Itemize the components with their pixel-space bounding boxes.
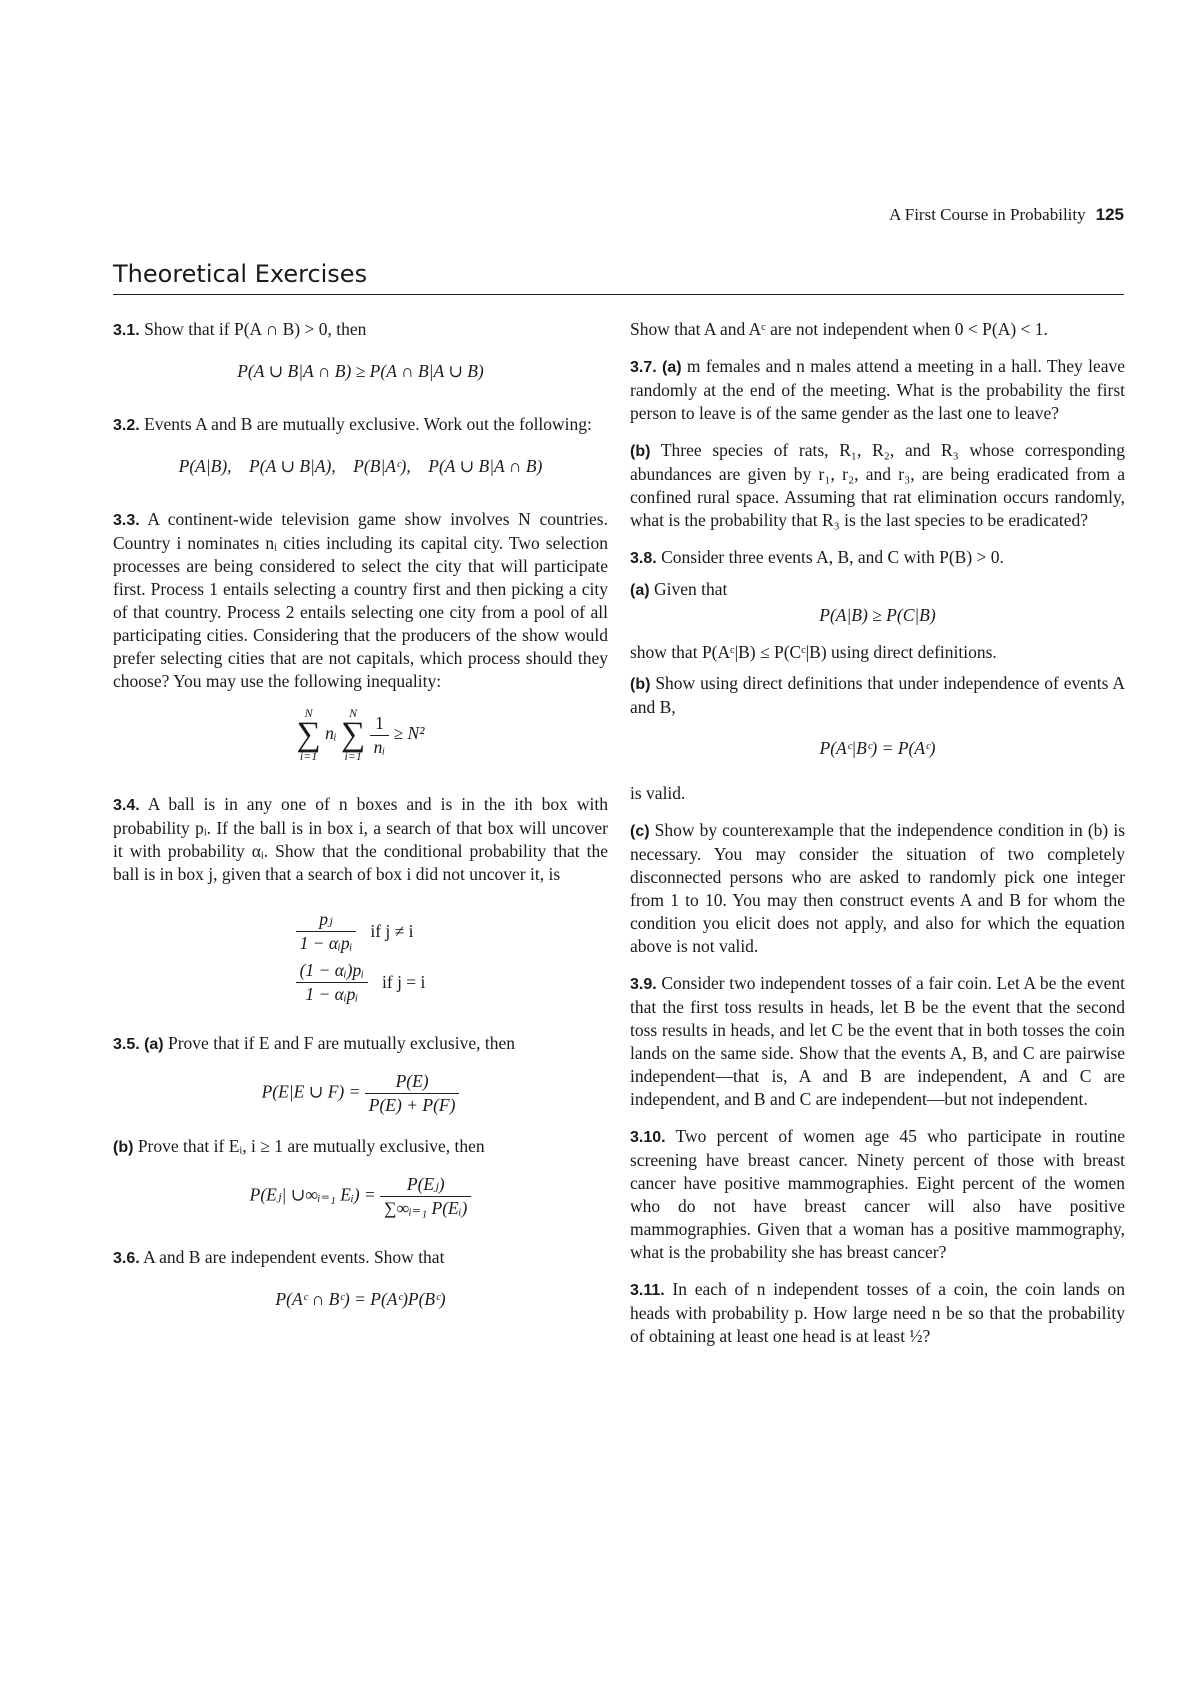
exercise-3-8: 3.8. Consider three events A, B, and C with P(B) > 0. (a) Given that P(A|B) ≥ P(C|B) show that P(Aᶜ|B) ≤ P(Cᶜ|B) using direct definitions. (b) Show using direct definitions that under independence of events A and B, P(Aᶜ|Bᶜ) = P(Aᶜ) is valid. (c) Show by counterexample that the independence condition in (b) is necessary. You may consider the situation of two completely disconnected persons who are asked to randomly pick one integer from 1 to 10. You may then construct events A and B for whom the condition you elicit does not apply, and also for which the equation above is not valid. [630,547,1126,956]
equation-b: P(Aᶜ|Bᶜ) = P(Aᶜ) [819,738,936,758]
equation: P(A ∪ B|A ∩ B) ≥ P(A ∩ B|A ∪ B) [237,361,484,381]
equation-a: P(E|E ∪ F) = $\frac{P(E)}{P(E) + P(F)}$ [113,1070,608,1117]
exercise-3-7: 3.7. (a) m females and n males attend a meeting in a hall. They leave randomly at the end of the meeting. What is the probability the first person to leave is of the same gender as the last one to leave? (b) Three species of rats, R₁, R₂, and R₃ whose corresponding abundances are given by r₁, r₂, and r₃, are being eradicated from a confined rural space. Assuming that rat elimination occurs randomly, what is the probability that R₃ is the last species to be eradicated? [630,356,1126,530]
exercise-3-5: 3.5. (a) Prove that if E and F are mutually exclusive, then P(E|E ∪ F) = $\frac{P(E)}{P(E) + P(F)}$ (b) Prove that if Eᵢ, i ≥ 1 are mutually exclusive, then P(Eⱼ| ∪∞ᵢ₌₁ Eᵢ) = $\frac{\text{P(Eⱼ)}}{\text{∑∞ᵢ₌₁ P(Eᵢ)}}$ [113,1032,608,1220]
exercise-3-1: 3.1. Show that if P(A ∩ B) > 0, then P(A ∪ B|A ∩ B) ≥ P(A ∩ B|A ∪ B) [113,318,608,383]
exercise-3-6-continued: Show that A and Aᶜ are not independent when 0 < P(A) < 1. [630,319,1048,339]
exercise-3-4: 3.4. A ball is in any one of n boxes and is in the ith box with probability pᵢ. If the ball is in box i, a search of that box will uncover it with probability αᵢ. Show that the conditional probability that the ball is in box j, given that a search of box i did not uncover it, is $\frac{\text{pⱼ}}{\text{1 − αᵢpᵢ}}$ if j ≠ i $\frac{\text{(1 − αᵢ)pᵢ}}{\text{1 − αᵢpᵢ}}$ if j = i [113,793,608,1010]
right-column [630,318,1125,1348]
section-title: Theoretical Exercises [113,260,1124,295]
running-header [889,205,1124,225]
equation: P(A|B), P(A ∪ B|A), P(B|Aᶜ), P(A ∪ B|A ∩ B) [178,456,543,476]
exercise-3-9: 3.9. Consider two independent tosses of a fair coin. Let A be the event that the first toss results in heads, let B be the event that the second toss results in heads, and let C be the event that in both tosses the coin lands on the same side. Show that the events A, B, and C are pairwise independent—that is, A and B are independent, A and C are independent, and B and C are independent—but not independent. [630,973,1126,1109]
equation: P(Aᶜ ∩ Bᶜ) = P(Aᶜ)P(Bᶜ) [275,1289,446,1309]
exercise-3-3: 3.3. A continent-wide television game show involves N countries. Country i nominates nᵢ cities including its capital city. Two selection processes are being considered to select the city that will participate first. Process 1 entails selecting a country first and then picking a city of that country. Process 2 entails selecting one city from a pool of all participating cities. Considering that the producers of the show would prefer selecting cities that are not capitals, which process should they choose? You may use the following inequality: N ∑ i=1 nᵢ N ∑ i=1 $\frac{1}{\text{nᵢ}}$ ≥ N² [113,509,608,763]
exercise-3-6: 3.6. A and B are independent events. Show that P(Aᶜ ∩ Bᶜ) = P(Aᶜ)P(Bᶜ) [113,1246,608,1311]
exercise-3-2: 3.2. Events A and B are mutually exclusive. Work out the following: P(A|B), P(A ∪ B|A), P(B|Aᶜ), P(A ∪ B|A ∩ B) [113,413,608,478]
book-title: A First Course in Probability [889,205,1086,224]
equation-b: P(Eⱼ| ∪∞ᵢ₌₁ Eᵢ) = $\frac{\text{P(Eⱼ)}}{\text{∑∞ᵢ₌₁ P(Eᵢ)}}$ [113,1173,608,1220]
equation-a: P(A|B) ≥ P(C|B) [819,605,936,625]
exercise-3-11: 3.11. In each of n independent tosses of a coin, the coin lands on heads with probability p. How large need n be so that the probability of obtaining at least one head is at least ½? [630,1279,1126,1346]
page-number: 125 [1095,205,1124,224]
summation-inequality: N ∑ i=1 nᵢ N ∑ i=1 $\frac{1}{\text{nᵢ}}$ ≥ N² [296,706,425,763]
left-column [113,318,608,1333]
exercise-3-10: 3.10. Two percent of women age 45 who participate in routine screening have breast cancer. Ninety percent of those with breast cancer have positive mammographies. Eight percent of the women who do not have breast cancer will also have positive mammographies. Given that a woman has a positive mammography, what is the probability she has breast cancer? [630,1126,1125,1262]
piecewise-probability: $\frac{\text{pⱼ}}{\text{1 − αᵢpᵢ}}$ if j ≠ i $\frac{\text{(1 − αᵢ)pᵢ}}{\text{1 − αᵢpᵢ}}$ if j = i [113,904,608,1010]
